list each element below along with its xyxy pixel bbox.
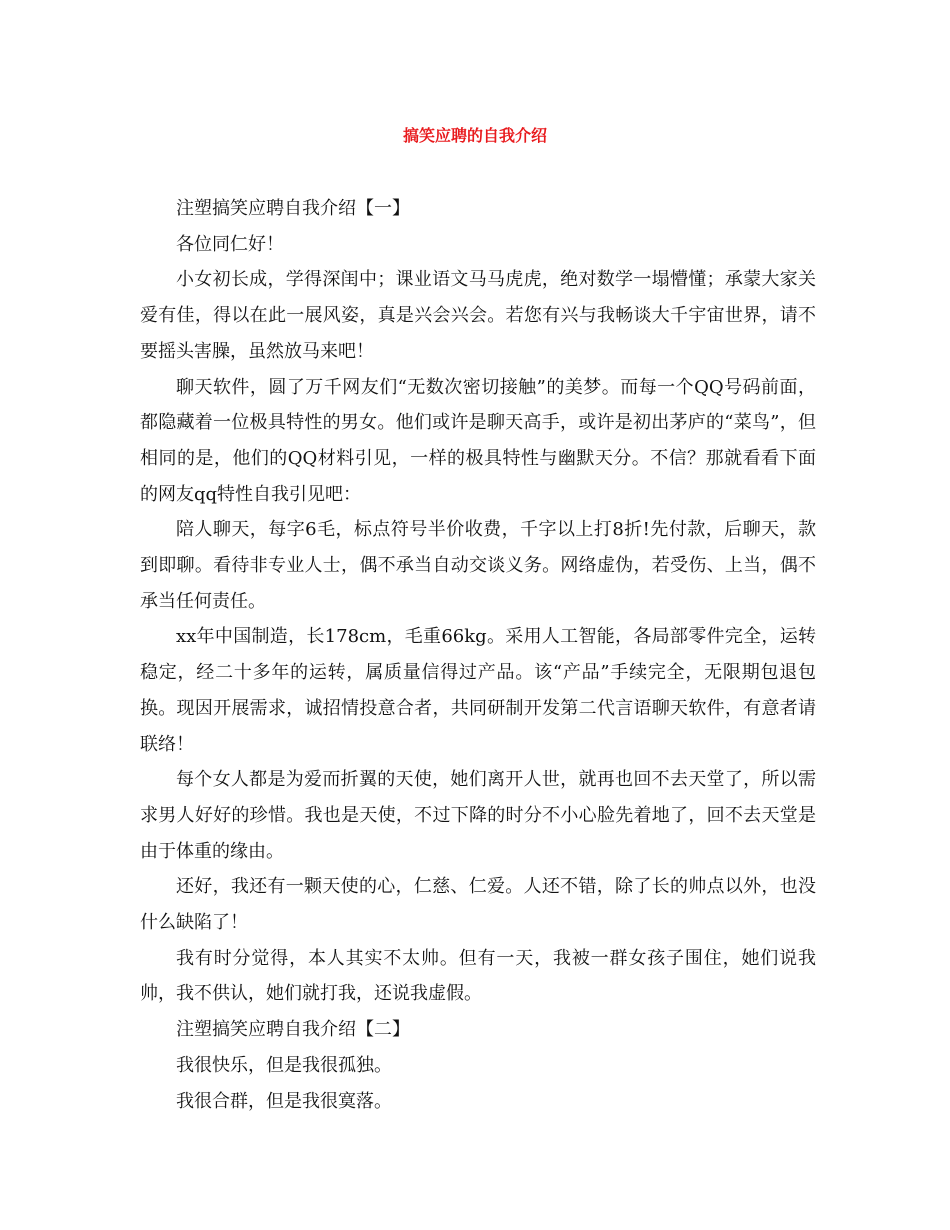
greeting-paragraph: 各位同仁好！: [176, 233, 284, 255]
body-paragraph: 我有时分觉得，本人其实不太帅。但有一天，我被一群女孩子围住，她们说我帅，我不供认，她们就打我，还说我虚假。: [140, 947, 816, 1005]
body-paragraph: 聊天软件，圆了万千网友们“无数次密切接触”的美梦。而每一个QQ号码前面，都隐藏着一位极具特性的男女。他们或许是聊天高手，或许是初出茅庐的“菜鸟”，但相同的是，他们的QQ材料引见，一样的极具特性与幽默天分。不信？那就看看下面的网友qq特性自我引见吧：: [140, 376, 816, 505]
document-title: 搞笑应聘的自我介绍: [402, 126, 547, 145]
body-paragraph: 我很合群，但是我很寞落。: [176, 1090, 392, 1112]
body-paragraph: 还好，我还有一颗天使的心，仁慈、仁爱。人还不错，除了长的帅点以外，也没什么缺陷了！: [140, 876, 816, 934]
body-paragraph: 每个女人都是为爱而折翼的天使，她们离开人世，就再也回不去天堂了，所以需求男人好好的珍惜。我也是天使，不过下降的时分不小心脸先着地了，回不去天堂是由于体重的缘由。: [140, 769, 816, 862]
body-paragraph: 小女初长成，学得深闺中；课业语文马马虎虎，绝对数学一塌懵懂；承蒙大家关爱有佳，得以在此一展风姿，真是兴会兴会。若您有兴与我畅谈大千宇宙世界，请不要摇头害臊，虽然放马来吧！: [140, 269, 816, 362]
body-paragraph: xx年中国制造，长178cm，毛重66kg。采用人工智能，各局部零件完全，运转稳定，经二十多年的运转，属质量信得过产品。该“产品”手续完全，无限期包退包换。现因开展需求，诚招情投意合者，共同研制开发第二代言语聊天软件，有意者请联络！: [140, 626, 816, 755]
section-heading-2: 注塑搞笑应聘自我介绍【二】: [176, 1019, 410, 1041]
section-heading-1: 注塑搞笑应聘自我介绍【一】: [176, 198, 410, 219]
body-paragraph: 陪人聊天，每字6毛，标点符号半价收费，千字以上打8折!先付款，后聊天，款到即聊。看待非专业人士，偶不承当自动交谈义务。网络虚伪，若受伤、上当，偶不承当任何责任。: [140, 519, 816, 612]
document-body: [140, 191, 816, 1119]
body-paragraph: 我很快乐，但是我很孤独。: [176, 1054, 392, 1076]
